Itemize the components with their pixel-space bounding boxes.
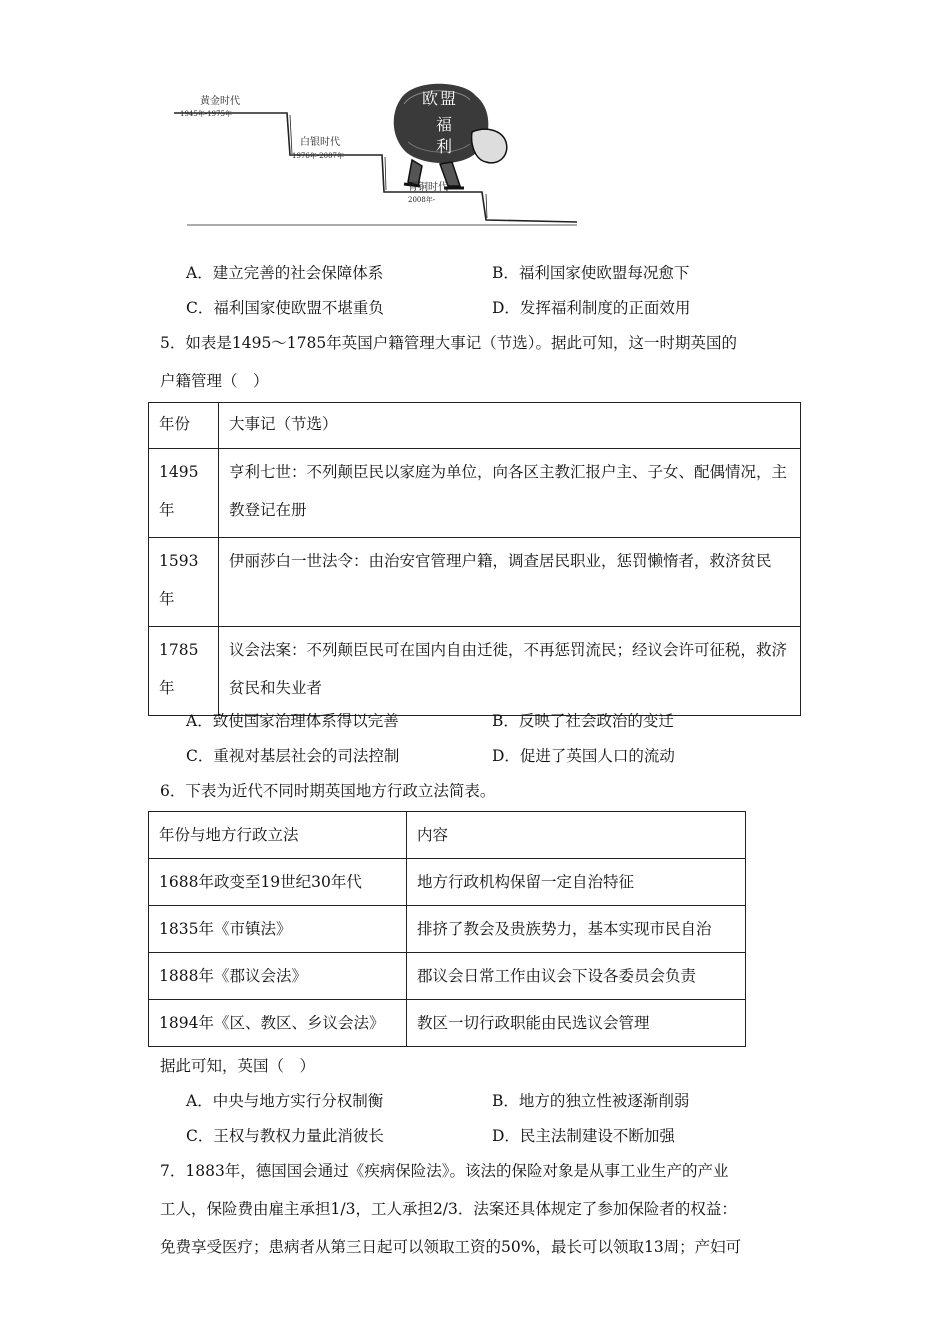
q5-stem-line1: 5．如表是1495～1785年英国户籍管理大事记（节选）。据此可知，这一时期英国的 <box>160 334 738 352</box>
table-row <box>149 906 746 953</box>
q5-header-event: 大事记（节选） <box>219 403 801 449</box>
table-row <box>149 953 746 1000</box>
welfare-cartoon <box>172 82 580 234</box>
table-row <box>149 812 746 859</box>
q6-option-d[interactable]: D．民主法制建设不断加强 <box>492 1127 675 1145</box>
q6-law-cell: 1835年《市镇法》 <box>149 906 407 953</box>
q6-content-cell: 排挤了教会及贵族势力，基本实现市民自治 <box>407 906 746 953</box>
sack-char-3: 福 <box>436 115 453 134</box>
q6-header-content: 内容 <box>407 812 746 859</box>
q5-stem-line2: 户籍管理（ ） <box>160 372 269 390</box>
bronze-age-label: 青铜时代 <box>408 182 448 193</box>
q5-event-cell: 议会法案：不列颠臣民可在国内自由迁徙，不再惩罚流民；经议会许可征税，救济贫民和失业者 <box>219 627 801 716</box>
q6-law-cell: 1688年政变至19世纪30年代 <box>149 859 407 906</box>
q7-line1: 7．1883年，德国国会通过《疾病保险法》。该法的保险对象是从事工业生产的产业 <box>160 1162 729 1180</box>
q5-year-cell: 1785年 <box>149 627 219 716</box>
q6-law-cell: 1894年《区、教区、乡议会法》 <box>149 1000 407 1047</box>
q6-after: 据此可知，英国（ ） <box>160 1057 316 1075</box>
q7-line2: 工人，保险费由雇主承担1/3，工人承担2/3．法案还具体规定了参加保险者的权益： <box>160 1200 737 1218</box>
silver-age-period: 1976年-2007年 <box>292 152 344 160</box>
sack-char-4: 利 <box>436 137 453 156</box>
q4-option-b[interactable]: B．福利国家使欧盟每况愈下 <box>492 264 690 282</box>
q6-content-cell: 教区一切行政职能由民选议会管理 <box>407 1000 746 1047</box>
table-row <box>149 449 801 538</box>
table-row <box>149 1000 746 1047</box>
q5-event-cell: 亨利七世：不列颠臣民以家庭为单位，向各区主教汇报户主、子女、配偶情况，主教登记在册 <box>219 449 801 538</box>
q6-option-a[interactable]: A．中央与地方实行分权制衡 <box>186 1092 384 1110</box>
golden-age-label: 黄金时代 <box>200 96 240 107</box>
q6-stem: 6．下表为近代不同时期英国地方行政立法简表。 <box>160 782 496 800</box>
table-row <box>149 627 801 716</box>
q6-law-cell: 1888年《郡议会法》 <box>149 953 407 1000</box>
q5-year-cell: 1495年 <box>149 449 219 538</box>
q5-event-cell: 伊丽莎白一世法令：由治安官管理户籍，调查居民职业，惩罚懒惰者，救济贫民 <box>219 538 801 627</box>
q5-option-b[interactable]: B．反映了社会政治的变迁 <box>492 712 674 730</box>
table-row <box>149 403 801 449</box>
bronze-age-period: 2008年- <box>408 196 436 204</box>
golden-age-period: 1945年-1975年 <box>180 110 232 118</box>
q6-content-cell: 地方行政机构保留一定自治特征 <box>407 859 746 906</box>
q5-option-d[interactable]: D．促进了英国人口的流动 <box>492 747 675 765</box>
q7-line3: 免费享受医疗；患病者从第三日起可以领取工资的50%，最长可以领取13周；产妇可 <box>160 1238 742 1256</box>
q5-year-cell: 1593年 <box>149 538 219 627</box>
q5-option-c[interactable]: C．重视对基层社会的司法控制 <box>186 747 400 765</box>
silver-age-label: 白银时代 <box>300 137 340 148</box>
table-row <box>149 859 746 906</box>
q6-table <box>148 811 746 1047</box>
sack-char-1: 欧 <box>422 89 439 108</box>
q6-content-cell: 郡议会日常工作由议会下设各委员会负责 <box>407 953 746 1000</box>
q4-option-a[interactable]: A．建立完善的社会保障体系 <box>186 264 384 282</box>
q5-header-year: 年份 <box>149 403 219 449</box>
table-row <box>149 538 801 627</box>
q5-table <box>148 402 801 716</box>
q5-option-a[interactable]: A．致使国家治理体系得以完善 <box>186 712 399 730</box>
q6-option-c[interactable]: C．王权与教权力量此消彼长 <box>186 1127 384 1145</box>
q6-option-b[interactable]: B．地方的独立性被逐渐削弱 <box>492 1092 690 1110</box>
q6-header-law: 年份与地方行政立法 <box>149 812 407 859</box>
q4-option-d[interactable]: D．发挥福利制度的正面效用 <box>492 299 691 317</box>
sack-char-2: 盟 <box>440 89 457 108</box>
q4-option-c[interactable]: C．福利国家使欧盟不堪重负 <box>186 299 384 317</box>
